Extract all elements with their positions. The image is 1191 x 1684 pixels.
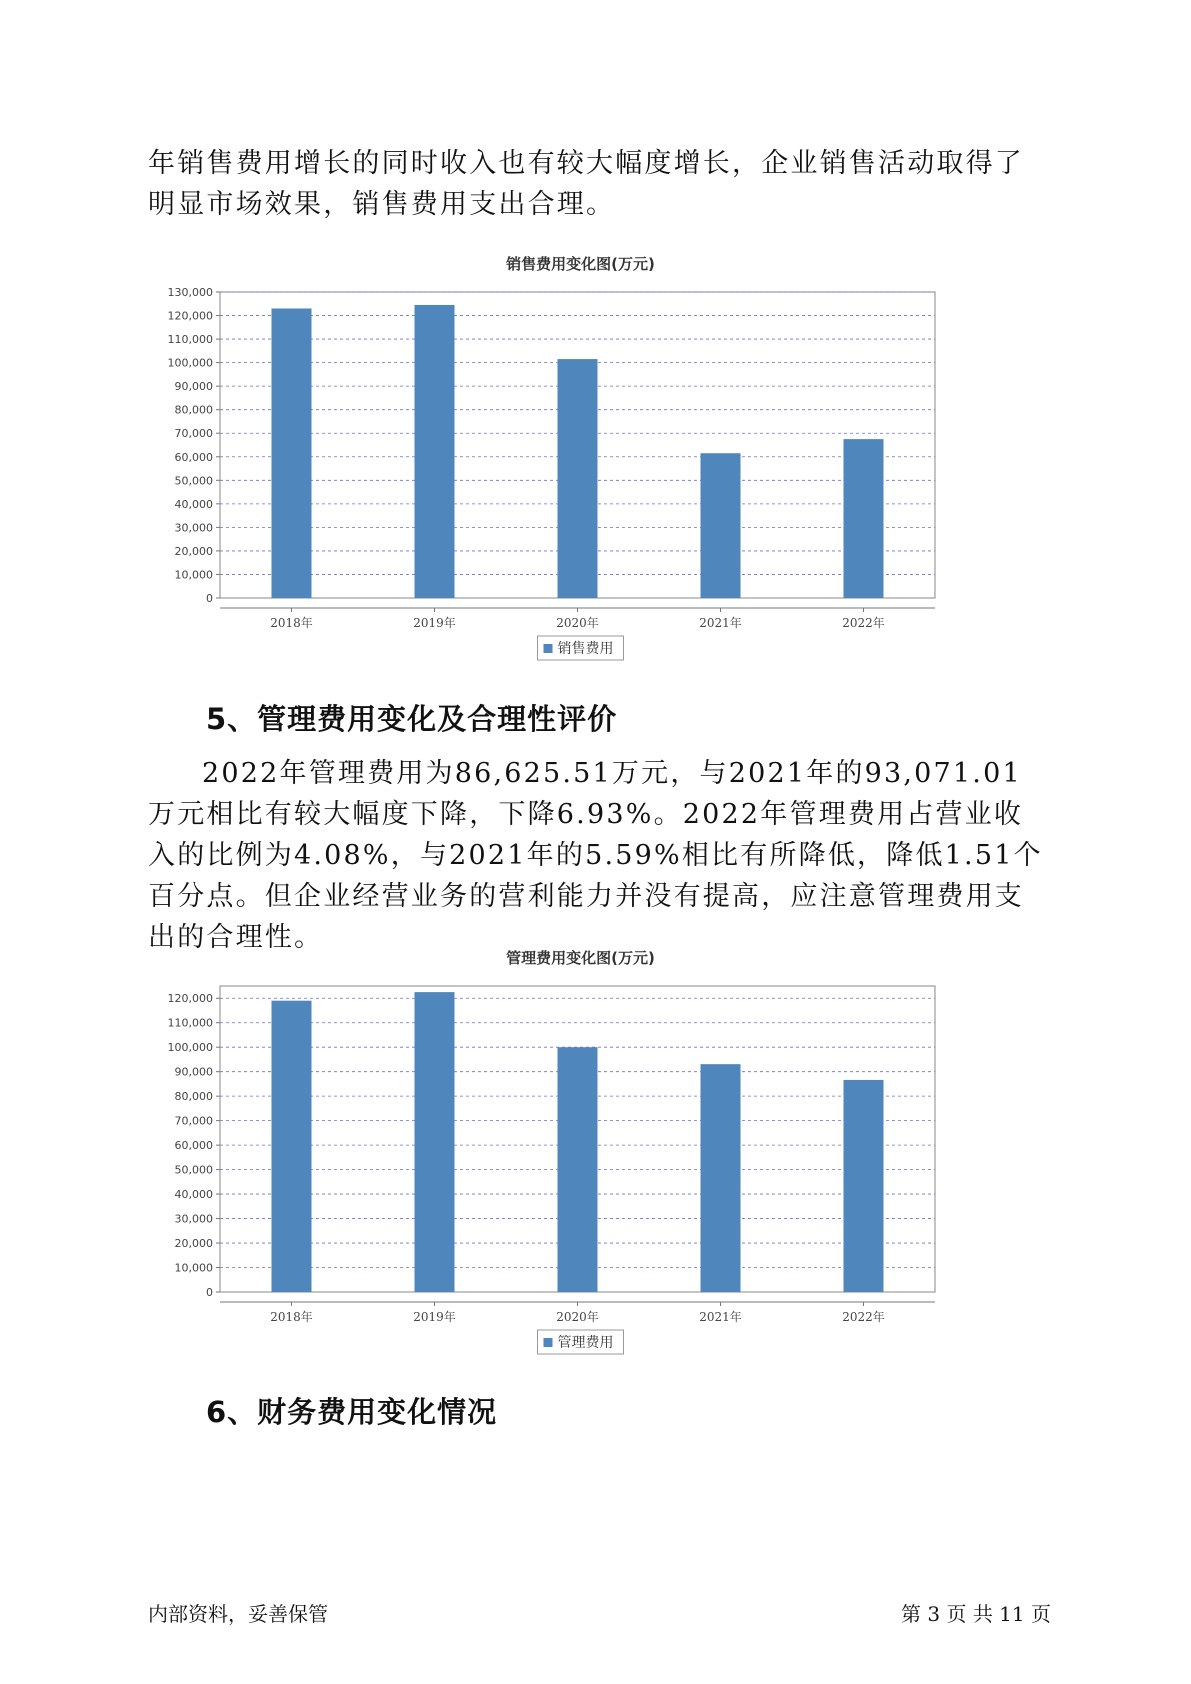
y-tick-label: 130,000	[167, 286, 213, 299]
y-tick-label: 40,000	[174, 497, 213, 511]
y-tick-label: 20,000	[174, 1237, 213, 1251]
y-tick-label: 10,000	[174, 568, 213, 582]
bar	[415, 305, 455, 598]
section6-heading: 6、财务费用变化情况	[206, 1395, 498, 1429]
y-tick-label: 80,000	[174, 403, 213, 417]
y-tick-label: 80,000	[174, 1090, 213, 1104]
y-tick-label: 20,000	[174, 544, 213, 558]
legend-label: 销售费用	[557, 641, 614, 657]
y-tick-label: 60,000	[174, 1139, 213, 1153]
y-tick-label: 30,000	[174, 521, 213, 535]
y-tick-label: 0	[206, 592, 213, 605]
legend-swatch	[544, 644, 553, 653]
bar	[272, 308, 312, 598]
y-tick-label: 40,000	[174, 1188, 213, 1202]
sales-expense-chart-svg	[150, 250, 1050, 680]
bar	[701, 1064, 741, 1292]
y-tick-label: 120,000	[167, 992, 213, 1006]
y-tick-label: 60,000	[174, 450, 213, 464]
x-tick-label: 2021年	[699, 1310, 742, 1324]
x-tick-label: 2019年	[413, 616, 456, 630]
x-tick-label: 2018年	[270, 1310, 313, 1324]
bar	[558, 359, 598, 598]
y-tick-label: 110,000	[167, 1016, 213, 1030]
sales-expense-chart	[150, 250, 1050, 680]
intro-paragraph: 年销售费用增长的同时收入也有较大幅度增长，企业销售活动取得了明显市场效果，销售费用支出合理。	[148, 148, 1024, 220]
bar	[558, 1047, 598, 1292]
bar	[701, 453, 741, 598]
x-tick-label: 2022年	[842, 1310, 885, 1324]
section5-paragraph: 2022年管理费用为86,625.51万元，与2021年的93,071.01万元相比有较大幅度下降，下降6.93%。2022年管理费用占营业收入的比例为4.08%，与2021年的5.59%相比有所降低，降低1.51个百分点。但企业经营业务的营利能力并没有提高，应注意管理费用支出的合理性。	[148, 758, 1043, 953]
admin-expense-chart	[150, 944, 1050, 1374]
section5-heading: 5、管理费用变化及合理性评价	[206, 702, 618, 736]
y-tick-label: 70,000	[174, 1114, 213, 1128]
x-tick-label: 2018年	[270, 616, 313, 630]
y-tick-label: 120,000	[167, 309, 213, 323]
x-tick-label: 2020年	[556, 616, 599, 630]
y-tick-label: 90,000	[174, 1065, 213, 1079]
y-tick-label: 50,000	[174, 1163, 213, 1177]
y-tick-label: 0	[206, 1286, 213, 1299]
bar	[415, 992, 455, 1292]
y-tick-label: 30,000	[174, 1212, 213, 1226]
y-tick-label: 90,000	[174, 380, 213, 394]
legend-swatch	[544, 1338, 553, 1347]
chart-title: 销售费用变化图(万元)	[506, 255, 655, 273]
bar	[272, 1001, 312, 1292]
y-tick-label: 100,000	[167, 356, 213, 370]
y-tick-label: 70,000	[174, 427, 213, 441]
x-tick-label: 2019年	[413, 1310, 456, 1324]
x-tick-label: 2020年	[556, 1310, 599, 1324]
bar	[844, 439, 884, 598]
bar	[844, 1080, 884, 1292]
x-tick-label: 2021年	[699, 616, 742, 630]
footer-confidential: 内部资料，妥善保管	[148, 1602, 328, 1626]
footer-page-number: 第 3 页 共 11 页	[901, 1602, 1051, 1626]
legend-label: 管理费用	[557, 1335, 614, 1351]
admin-expense-chart-svg	[150, 944, 1050, 1374]
chart-title: 管理费用变化图(万元)	[506, 949, 655, 967]
y-tick-label: 100,000	[167, 1041, 213, 1055]
y-tick-label: 10,000	[174, 1261, 213, 1275]
y-tick-label: 110,000	[167, 333, 213, 347]
y-tick-label: 50,000	[174, 474, 213, 488]
x-tick-label: 2022年	[842, 616, 885, 630]
